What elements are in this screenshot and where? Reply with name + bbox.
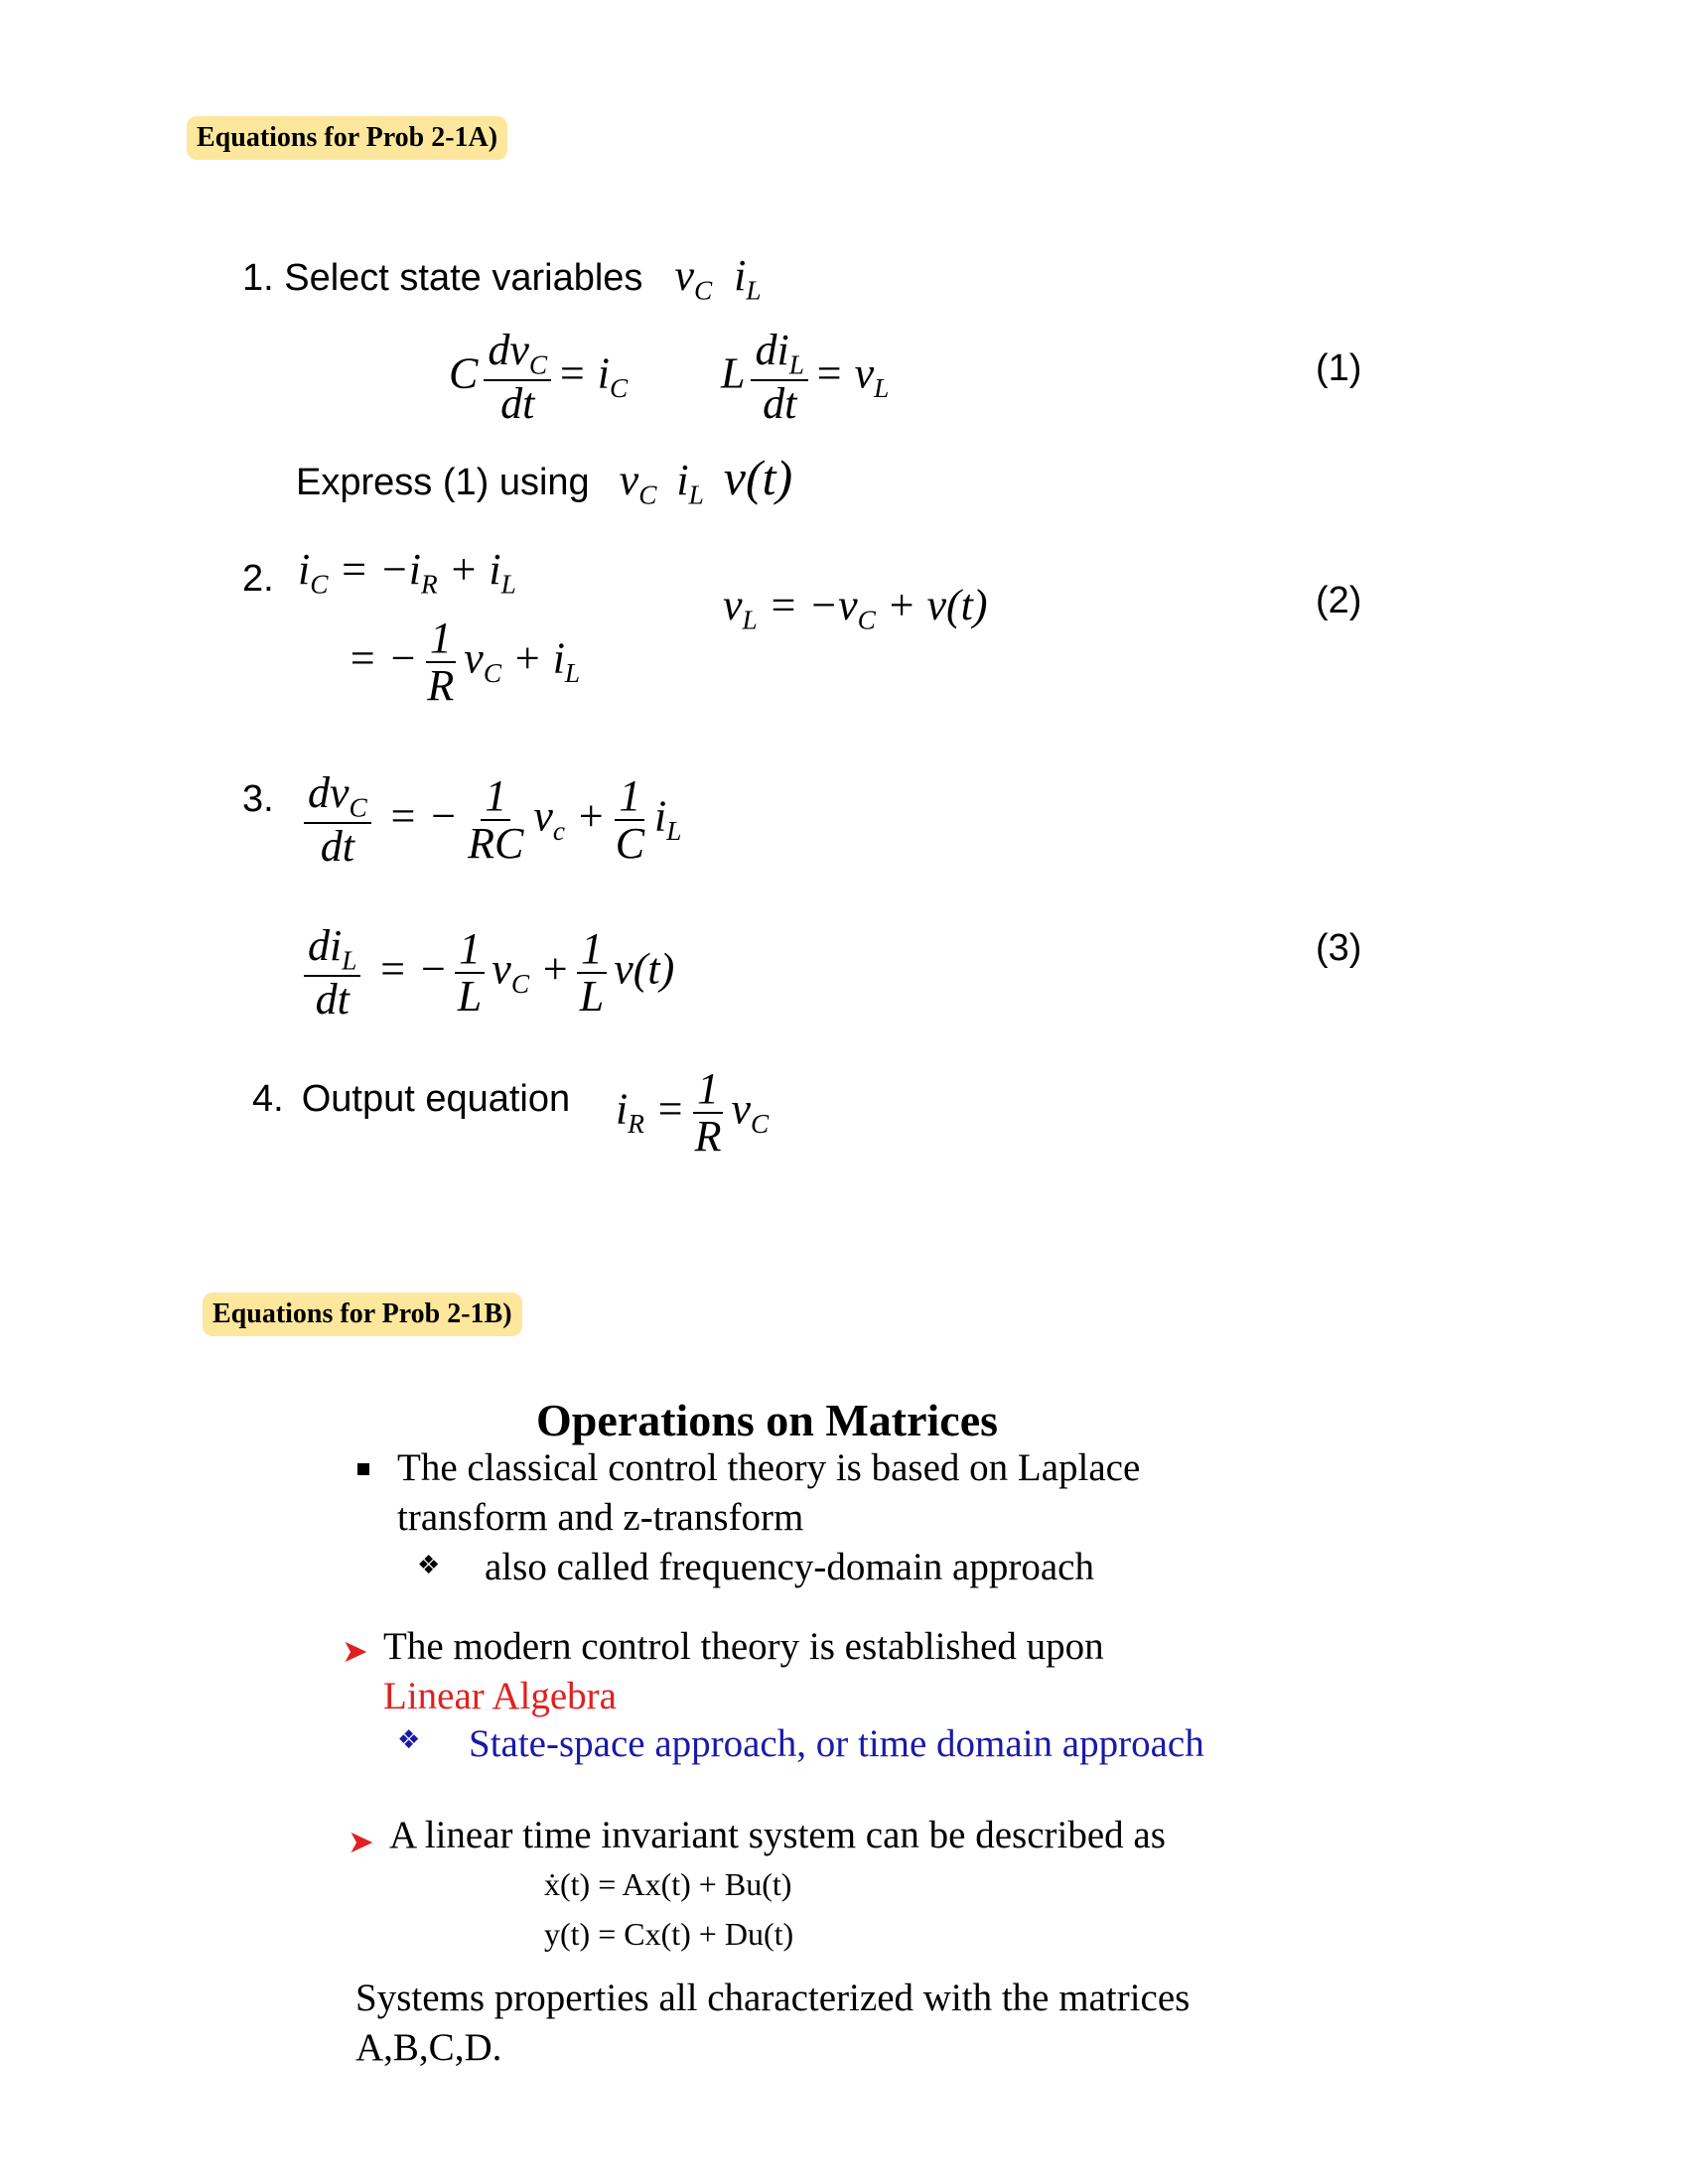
step2-label: 2. (242, 558, 274, 600)
bullet1-line1: The classical control theory is based on Laplace (397, 1446, 1141, 1489)
eq2-line2: = − $\frac{1}{R}$ $v_C + i_L$ (348, 614, 581, 711)
output-equation: y(t) = Cx(t) + Du(t) (544, 1916, 794, 1952)
diamond-bullet-icon: ❖ (397, 1725, 421, 1755)
arrow-bullet-icon: ➤ (348, 1823, 374, 1860)
eq1-left: C $\frac{dv_C}{dt}$ = $i_C$ (449, 326, 629, 429)
step1-row (242, 250, 762, 307)
express-row: Express (1) using $v_C$ $i_L$ v(t) (296, 450, 793, 510)
matrices-title: Operations on Matrices (536, 1395, 999, 1445)
conclusion-line1: Systems properties all characterized with the matrices (355, 1977, 1191, 2019)
express-text: Express (1) using (296, 462, 590, 503)
eq1-number: (1) (1316, 347, 1362, 389)
bullet1-line2: transform and z-transform (397, 1496, 804, 1539)
step4-label: 4. (252, 1078, 284, 1120)
eq3-number: (3) (1316, 927, 1362, 969)
step1-var-il: $i_L$ (734, 251, 762, 306)
sub-bullet1: also called frequency-domain approach (485, 1546, 1094, 1588)
arrow-bullet-icon: ➤ (342, 1632, 368, 1670)
conclusion-line2: A,B,C,D. (355, 2026, 502, 2069)
bullet2-line1: The modern control theory is established upon (383, 1625, 1104, 1668)
eq2-right: $v_L = -v_C + v(t)$ (723, 581, 988, 635)
prob-2-1b-header: Equations for Prob 2-1B) (203, 1293, 522, 1336)
prob-2-1a-header: Equations for Prob 2-1A) (187, 116, 507, 160)
diamond-bullet-icon: ❖ (417, 1551, 441, 1580)
state-equation: ẋ(t) = Ax(t) + Bu(t) (544, 1866, 792, 1902)
bullet2-line2: Linear Algebra (383, 1675, 617, 1717)
eq3-line1: $\frac{dv_C}{dt}$ = − $\frac{1}{RC}$ $v_c$ + $\frac{1}{C}$ $i_L$ (298, 770, 681, 870)
step3-label: 3. (242, 778, 274, 820)
step4-row (252, 1078, 570, 1121)
step1-var-vc: $v_C$ (674, 251, 713, 306)
bullet3: A linear time invariant system can be described as (389, 1814, 1166, 1856)
square-bullet-icon (357, 1463, 369, 1475)
step4-text: Output equation (301, 1078, 571, 1120)
eq1-right: L $\frac{di_L}{dt}$ = $v_L$ (721, 326, 890, 429)
eq2-line1: $i_C = -i_R + i_L$ (298, 545, 516, 600)
step1-text: 1. Select state variables (242, 257, 643, 299)
eq4: $i_R$ = $\frac{1}{R}$ $v_C$ (616, 1064, 770, 1161)
sub-bullet2: State-space approach, or time domain approach (469, 1722, 1204, 1765)
eq3-line2: $\frac{di_L}{dt}$ = − $\frac{1}{L}$ $v_C$ + $\frac{1}{L}$ v(t) (298, 923, 674, 1023)
eq2-number: (2) (1316, 580, 1362, 621)
